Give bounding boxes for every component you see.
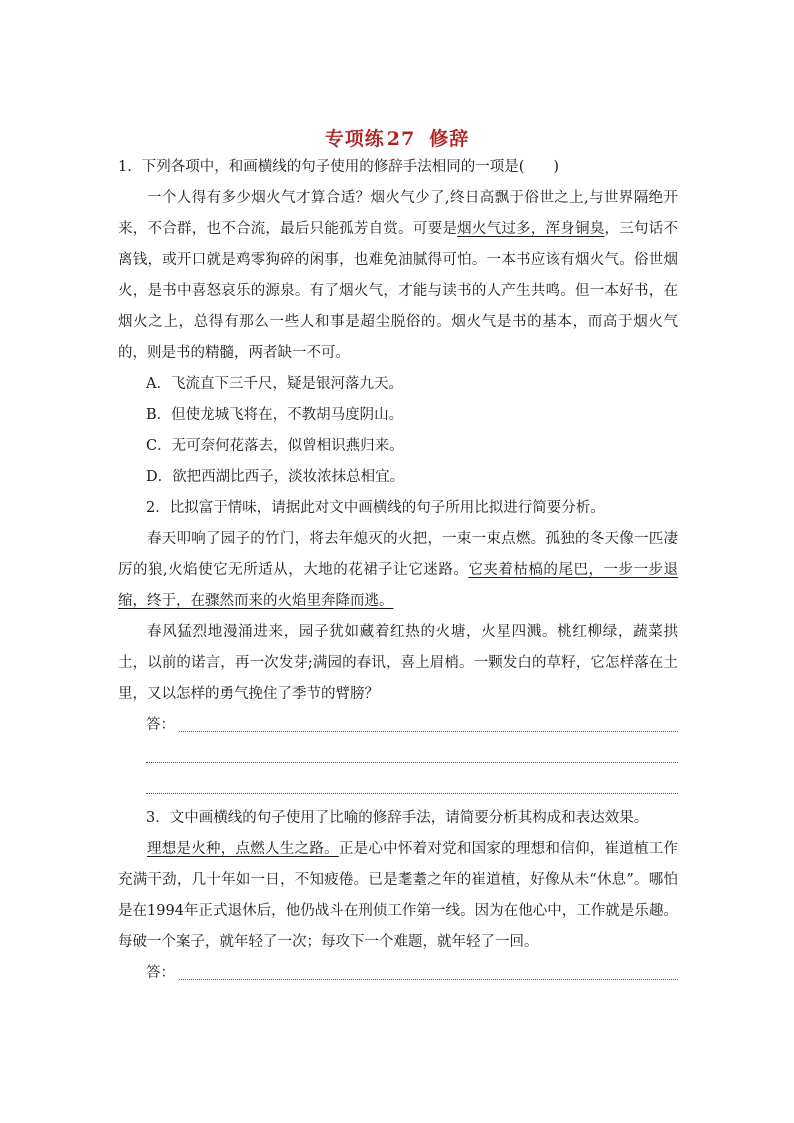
title-topic: 修辞 <box>429 128 470 150</box>
passage-text: 春天叩响了园子的竹门，将去年熄灭的火把，一束一束点燃。孤独的冬天像一匹凄厉的狼,火焰使它无所适从，大地的花裙子让它迷路。 <box>118 531 678 578</box>
answer-line[interactable] <box>146 958 678 989</box>
answer-dotted-line <box>179 978 678 980</box>
underlined-sentence: 烟火气过多，浑身铜臭 <box>457 221 605 237</box>
answer-dotted-line <box>179 730 678 732</box>
answer-dotted-line <box>146 793 678 794</box>
question-2-passage-2: 春风猛烈地漫涌进来，园子犹如藏着红热的火塘，火星四溅。桃红柳绿，蔬菜拱土，以前的诺言，再一次发芽;满园的春讯，喜上眉梢。一颗发白的草籽，它怎样落在土里，又以怎样的勇气挽住了季节的臂膀？ <box>118 624 678 702</box>
option-c: C．无可奈何花落去，似曾相识燕归来。 <box>146 438 404 454</box>
question-1-stem: 1．下列各项中，和画横线的句子使用的修辞手法相同的一项是( ) <box>118 159 560 175</box>
title-number: 27 <box>386 128 416 150</box>
answer-line[interactable] <box>146 741 678 772</box>
passage-text: ，三句话不离钱，或开口就是鸡零狗碎的闲事，也难免油腻得可怕。一本书应该有烟火气。俗世烟火，是书中喜怒哀乐的源泉。有了烟火气，才能与读书的人产生共鸣。但一本好书，在烟火之上，总得有那么一些人和事是超尘脱俗的。烟火气是书的基本，而高于烟火气的，则是书的精髓，两者缺一不可。 <box>118 221 679 361</box>
answer-line[interactable] <box>146 710 678 741</box>
question-1-passage <box>118 183 678 369</box>
underlined-sentence: 理想是火种，点燃人生之路。 <box>147 841 339 857</box>
title-prefix: 专项练 <box>324 128 385 150</box>
option-a: A．飞流直下三千尺，疑是银河落九天。 <box>146 376 403 392</box>
passage-text: 一个人得有多少烟火气才算合适？烟火气少了,终日高飘于俗世之上,与世界隔绝开来，不合群，也不合流，最后只能孤芳自赏。可要是 <box>118 190 678 237</box>
question-3-passage <box>118 834 678 958</box>
answer-label: 答： <box>146 717 175 733</box>
answer-line[interactable] <box>146 772 678 803</box>
option-b: B．但使龙城飞将在，不教胡马度阴山。 <box>146 407 404 423</box>
answer-label: 答： <box>146 965 175 981</box>
question-2-passage-1 <box>118 524 678 617</box>
option-d: D．欲把西湖比西子，淡妆浓抹总相宜。 <box>146 469 405 485</box>
page-title <box>0 124 794 151</box>
question-3-stem: 3．文中画横线的句子使用了比喻的修辞手法，请简要分析其构成和表达效果。 <box>146 810 649 826</box>
exercise-content <box>118 148 678 989</box>
answer-dotted-line <box>146 762 678 763</box>
question-2-stem: 2．比拟富于情味，请据此对文中画横线的句子所用比拟进行简要分析。 <box>146 500 605 516</box>
underlined-sentence: 它夹着枯槁的尾巴，一步一步退缩，终于，在骤然而来的火焰里奔降而逃。 <box>118 562 679 609</box>
passage-text: 正是心中怀着对党和国家的理想和信仰，崔道植工作充满干劲，几十年如一日，不知疲倦。已是耄耋之年的崔道植，好像从未“休息”。哪怕是在1994年正式退休后，他仍战斗在刑侦工作第一线。因为在他心中，工作就是乐趣。每破一个案子，就年轻了一次；每攻下一个难题，就年轻了一回。 <box>118 841 678 950</box>
